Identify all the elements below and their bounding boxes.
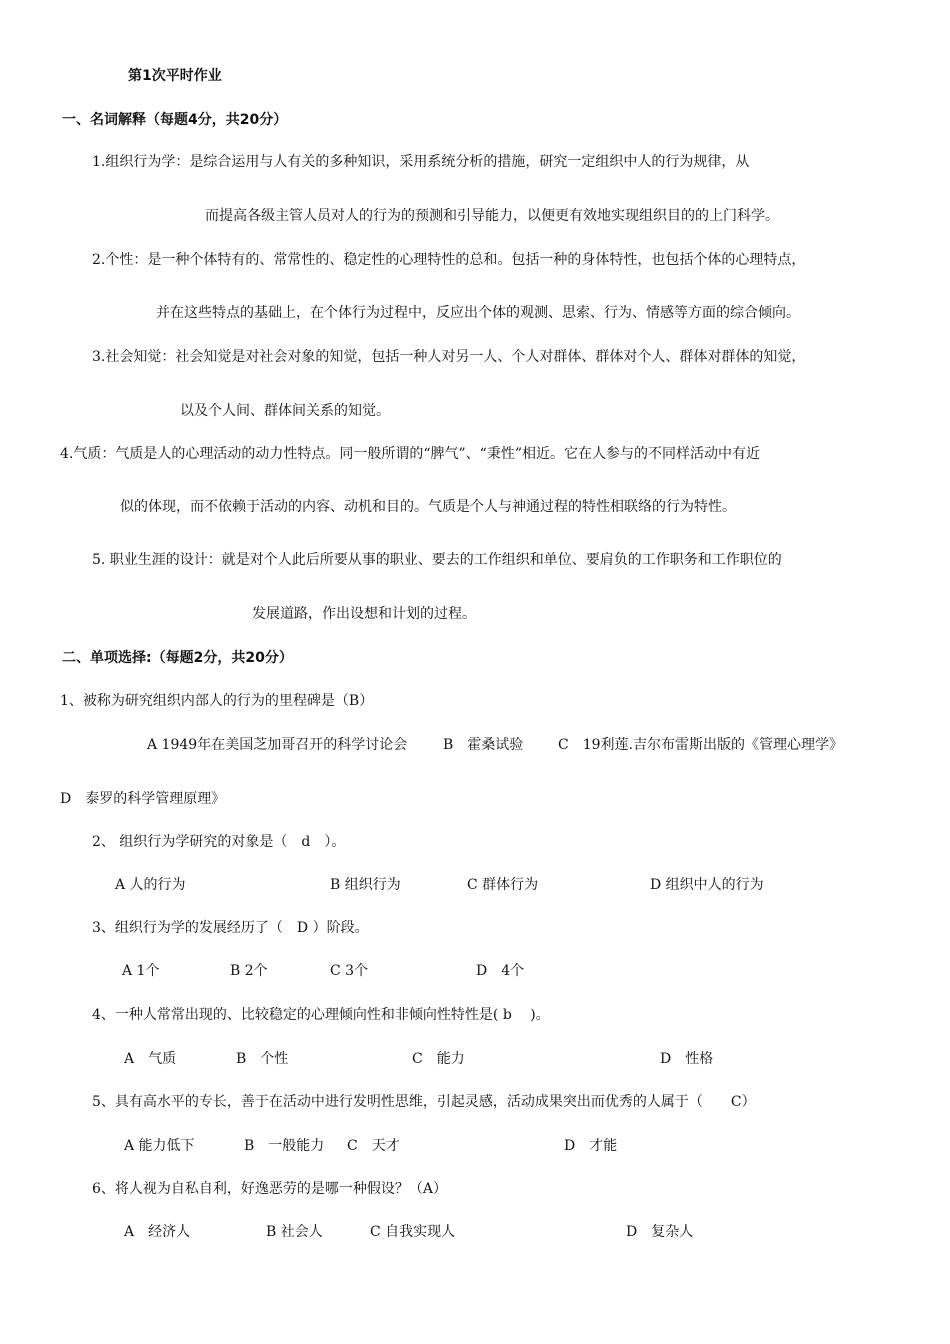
question-4-option-c: C 能力 bbox=[412, 1051, 465, 1067]
question-3-text: 3、组织行为学的发展经历了（ D ）阶段。 bbox=[92, 920, 369, 936]
question-3-option-c: C 3个 bbox=[330, 963, 369, 979]
page-title: 第1次平时作业 bbox=[128, 68, 222, 84]
question-2-option-b: B 组织行为 bbox=[330, 877, 401, 893]
question-4-option-b: B 个性 bbox=[236, 1051, 289, 1067]
question-3-option-a: A 1个 bbox=[122, 963, 160, 979]
question-1-option-d: D 泰罗的科学管理原理》 bbox=[60, 791, 226, 807]
question-1-option-c: C 19利莲.吉尔布雷斯出版的《管理心理学》 bbox=[558, 737, 843, 753]
question-5-option-a: A 能力低下 bbox=[124, 1138, 195, 1154]
question-1-option-b: B 霍桑试验 bbox=[443, 737, 524, 753]
section-heading-definitions: 一、名词解释（每题4分，共20分） bbox=[62, 112, 288, 128]
definition-3-line-2: 以及个人间、群体间关系的知觉。 bbox=[180, 403, 390, 419]
question-5-option-b: B 一般能力 bbox=[244, 1138, 325, 1154]
question-6-option-a: A 经济人 bbox=[124, 1224, 191, 1240]
definition-3-line-1: 3.社会知觉：社会知觉是对社会对象的知觉，包括一种人对另一人、个人对群体、群体对个人、群体对群体的知觉， bbox=[92, 349, 806, 365]
question-6-option-c: C 自我实现人 bbox=[370, 1224, 456, 1240]
question-4-text: 4、一种人常常出现的、比较稳定的心理倾向性和非倾向性特性是( b )。 bbox=[92, 1007, 550, 1023]
question-5-option-d: D 才能 bbox=[564, 1138, 618, 1154]
definition-4-line-2: 似的体现，而不依赖于活动的内容、动机和目的。气质是个人与神通过程的特性相联络的行为特性。 bbox=[120, 499, 736, 515]
definition-1-line-1: 1.组织行为学：是综合运用与人有关的多种知识，采用系统分析的措施，研究一定组织中人的行为规律，从 bbox=[92, 154, 750, 170]
question-6-option-b: B 社会人 bbox=[266, 1224, 323, 1240]
question-6-option-d: D 复杂人 bbox=[626, 1224, 694, 1240]
definition-2-line-2: 并在这些特点的基础上，在个体行为过程中，反应出个体的观测、思索、行为、情感等方面的综合倾向。 bbox=[156, 305, 800, 321]
question-1-text: 1、被称为研究组织内部人的行为的里程碑是（B） bbox=[60, 693, 374, 709]
definition-5-line-1: 5. 职业生涯的设计：就是对个人此后所要从事的职业、要去的工作组织和单位、要肩负的工作职务和工作职位的 bbox=[92, 552, 782, 568]
question-2-text: 2、 组织行为学研究的对象是（ d ）。 bbox=[92, 834, 346, 850]
question-3-option-b: B 2个 bbox=[230, 963, 268, 979]
question-1-option-a: A 1949年在美国芝加哥召开的科学讨论会 bbox=[147, 737, 408, 753]
question-5-option-c: C 天才 bbox=[347, 1138, 400, 1154]
question-2-option-a: A 人的行为 bbox=[115, 877, 186, 893]
question-2-option-d: D 组织中人的行为 bbox=[650, 877, 764, 893]
question-5-text: 5、具有高水平的专长，善于在活动中进行发明性思维，引起灵感，活动成果突出而优秀的人属于（ C） bbox=[92, 1094, 756, 1110]
question-4-option-d: D 性格 bbox=[660, 1051, 714, 1067]
question-4-option-a: A 气质 bbox=[124, 1051, 177, 1067]
section-heading-choices: 二、单项选择:（每题2分，共20分） bbox=[62, 650, 293, 666]
definition-5-line-2: 发展道路，作出设想和计划的过程。 bbox=[252, 606, 476, 622]
definition-4-line-1: 4.气质：气质是人的心理活动的动力性特点。同一般所谓的“脾气”、“秉性”相近。它在人参与的不同样活动中有近 bbox=[60, 446, 760, 462]
question-3-option-d: D 4个 bbox=[476, 963, 525, 979]
question-2-option-c: C 群体行为 bbox=[467, 877, 539, 893]
question-6-text: 6、将人视为自私自利，好逸恶劳的是哪一种假设？（A） bbox=[92, 1181, 448, 1197]
definition-2-line-1: 2.个性：是一种个体特有的、常常性的、稳定性的心理特性的总和。包括一种的身体特性，也包括个体的心理特点， bbox=[92, 252, 806, 268]
definition-1-line-2: 而提高各级主管人员对人的行为的预测和引导能力，以便更有效地实现组织目的的上门科学。 bbox=[205, 208, 779, 224]
